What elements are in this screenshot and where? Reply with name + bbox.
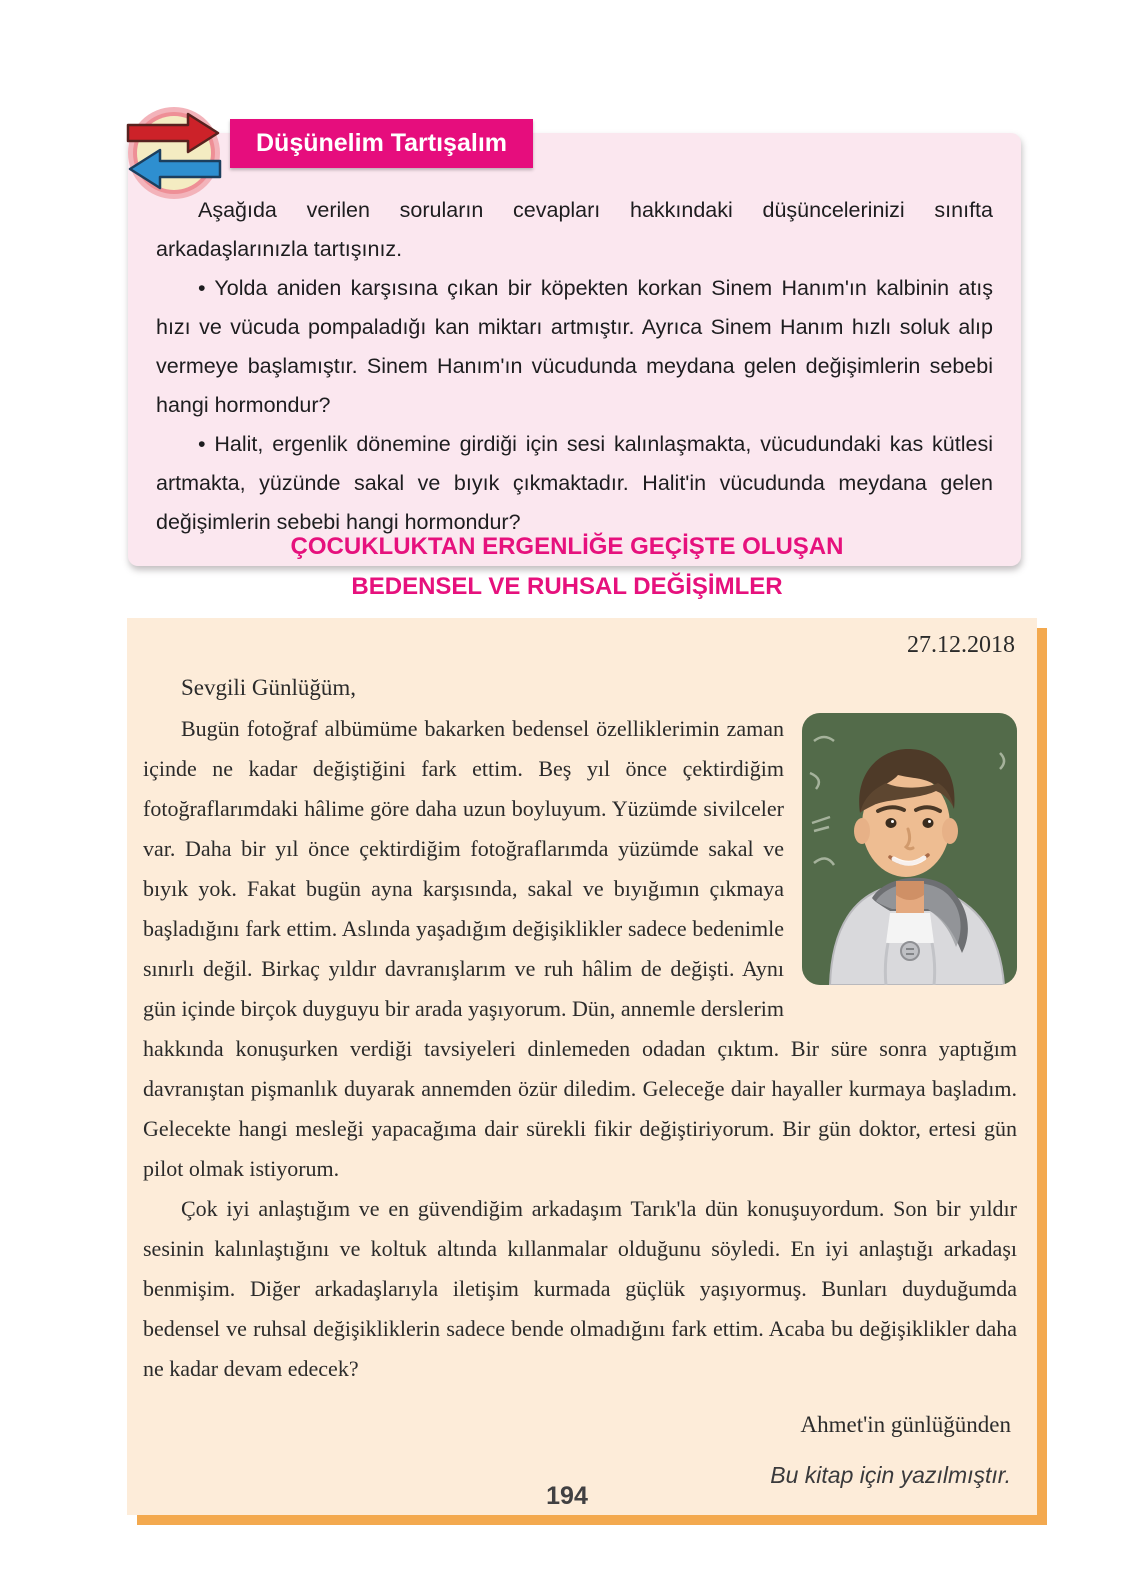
think-discuss-bullet-2: • Halit, ergenlik dönemine girdiği için sesi kalınlaşmakta, vücudundaki kas kütlesi artmakta, yüzünde sakal ve bıyık çıkmaktadır. Halit'in vücudunda meydana gelen değişimlerin sebebi hangi hormondur? bbox=[156, 425, 993, 542]
boy-portrait-photo bbox=[802, 713, 1017, 985]
diary-paragraph-1: Bugün fotoğraf albümüme bakarken bedensel özelliklerimin zaman içinde ne kadar değiştiğini fark ettim. Beş yıl önce çektirdiğim fotoğraflarımdaki hâlime göre daha uzun boyluyum. Yüzümde sivilceler var. Daha bir yıl önce çektirdiğim fotoğraflarımda yüzümde sakal ve bıyık yok. Fakat bugün ayna karşısında, sakal ve bıyığımın çıkmaya başladığını fark ettim. Aslında yaşadığım değişiklikler sadece bedenimle sınırlı değil. Birkaç yıldır davranışlarım ve ruh hâlim de değişti. Aynı gün içinde birçok duyguyu bir arada yaşıyorum. Dün, annemle derslerim hakkında konuşurken verdiği tavsiyeleri dinlemeden odadan çıktım. Bir süre sonra yaptığım davranıştan pişmanlık duyarak annemden özür diledim. Geleceğe dair hayaller kurmaya başladım. Gelecekte hangi mesleği yapacağıma dair sürekli fikir değiştiriyorum. Bir gün doktor, ertesi gün pilot olmak istiyorum. bbox=[143, 716, 1017, 1181]
think-discuss-intro: Aşağıda verilen soruların cevapları hakkındaki düşüncelerinizi sınıfta arkadaşlarınızla tartışınız. bbox=[156, 198, 993, 261]
diary-box bbox=[127, 618, 1037, 1515]
think-discuss-bullet-1: • Yolda aniden karşısına çıkan bir köpekten korkan Sinem Hanım'ın kalbinin atış hızı ve vücuda pompaladığı kan miktarı artmıştır. Ayrıca Sinem Hanım hızlı soluk alıp vermeye başlamıştır. Sinem Hanım'ın vücudunda meydana gelen değişimlerin sebebi hangi hormondur? bbox=[156, 269, 993, 425]
section-title-line2: BEDENSEL VE RUHSAL DEĞİŞİMLER bbox=[351, 573, 783, 600]
section-title bbox=[0, 527, 1134, 607]
think-discuss-banner bbox=[230, 119, 533, 168]
banner-label: Düşünelim Tartışalım bbox=[256, 129, 507, 157]
diary-source-note: Bu kitap için yazılmıştır. bbox=[770, 1462, 1011, 1488]
diary-paragraph-2: Çok iyi anlaştığım ve en güvendiğim arkadaşım Tarık'la dün konuşuyordum. Son bir yıldır sesinin kalınlaştığını ve koltuk altında kıllanmalar olduğunu söyledi. En iyi anlaştığı arkadaşı benmişim. Diğer arkadaşlarıyla iletişim kurmada güçlük yaşıyormuş. Bunları duyduğumda bedensel ve ruhsal değişikliklerin sadece bende olmadığını fark ettim. Acaba bu değişiklikler daha ne kadar devam edecek? bbox=[143, 1196, 1017, 1381]
page-number: 194 bbox=[546, 1482, 588, 1510]
diary-date: 27.12.2018 bbox=[907, 632, 1015, 658]
section-title-line1: ÇOCUKLUKTAN ERGENLİĞE GEÇİŞTE OLUŞAN bbox=[290, 533, 844, 560]
diary-attribution: Ahmet'in günlüğünden bbox=[800, 1412, 1011, 1437]
diary-salutation: Sevgili Günlüğüm, bbox=[181, 675, 357, 700]
swap-arrows-icon bbox=[120, 101, 228, 201]
think-discuss-box bbox=[128, 133, 1021, 566]
